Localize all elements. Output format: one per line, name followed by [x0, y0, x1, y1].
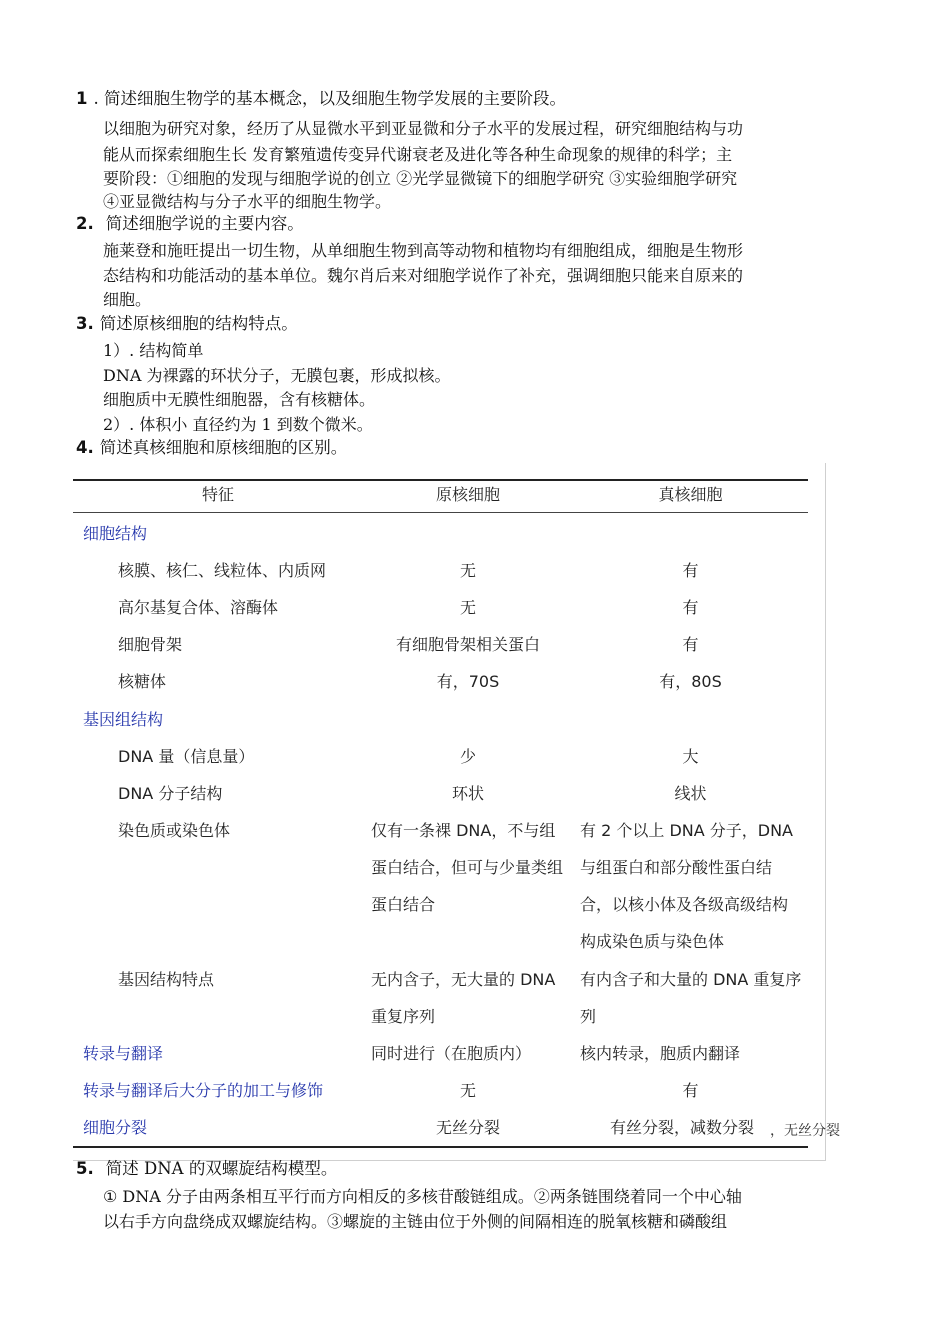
table-cell: 少	[459, 747, 476, 766]
table-cell: 有 2 个以上 DNA 分子，DNA 与组蛋白和部分酸性蛋白结合，以核小体及各级高级结构构成染色质与染色体	[580, 821, 793, 951]
question-number: 4.	[76, 438, 94, 457]
table-cell: 有	[682, 1081, 699, 1100]
question-title: . 简述细胞生物学的基本概念，以及细胞生物学发展的主要阶段。	[93, 89, 566, 108]
table-cell: 无丝分裂	[435, 1118, 500, 1137]
table-header-feature: 特征	[201, 485, 234, 504]
answer-line: ④亚显微结构与分子水平的细胞生物学。	[103, 192, 392, 211]
table-row-label: 核膜、核仁、线粒体、内质网	[118, 561, 327, 580]
question-4	[76, 437, 347, 459]
table-category: 细胞结构	[83, 524, 148, 543]
table-cell: 无	[459, 1081, 476, 1100]
answer-line: 以细胞为研究对象，经历了从显微水平到亚显微和分子水平的发展过程，研究细胞结构与功	[103, 119, 744, 138]
table-cell: 同时进行（在胞质内）	[371, 1044, 532, 1063]
answer-line: DNA 为裸露的环状分子，无膜包裹，形成拟核。	[103, 366, 451, 385]
table-header-eukaryote: 真核细胞	[658, 485, 723, 504]
table-cell: 有细胞骨架相关蛋白	[395, 635, 540, 654]
question-2	[76, 213, 304, 235]
answer-line: 1）. 结构简单	[103, 341, 204, 360]
table-cell: 有，70S	[436, 672, 500, 691]
question-number: 3.	[76, 314, 94, 333]
table-cell: 无	[459, 598, 476, 617]
table-cell: 有丝分裂，减数分裂	[610, 1118, 755, 1137]
comparison-table	[73, 463, 840, 1161]
table-category: 基因组结构	[83, 710, 164, 729]
table-row-label: DNA 分子结构	[118, 784, 223, 803]
table-row-label: 染色质或染色体	[118, 821, 231, 840]
table-cell: 大	[682, 747, 699, 766]
table-category: 细胞分裂	[83, 1118, 148, 1137]
table-header-rule	[73, 512, 808, 513]
table-category: 转录与翻译后大分子的加工与修饰	[83, 1081, 324, 1100]
question-title: 简述 DNA 的双螺旋结构模型。	[105, 1159, 338, 1178]
table-cell: 线状	[674, 784, 707, 803]
table-row-label: 高尔基复合体、溶酶体	[118, 598, 279, 617]
question-number: 1	[76, 89, 88, 108]
answer-line: ① DNA 分子由两条相互平行而方向相反的多核苷酸链组成。②两条链围绕着同一个中心轴	[103, 1187, 742, 1206]
answer-line: 施莱登和施旺提出一切生物，从单细胞生物到高等动物和植物均有细胞组成，细胞是生物形	[103, 241, 744, 260]
table-cell: 有，80S	[659, 672, 722, 691]
table-row-label: 基因结构特点	[118, 970, 215, 989]
table-cell: 有内含子和大量的 DNA 重复序列	[580, 970, 802, 1026]
table-cell: 无	[459, 561, 476, 580]
answer-line: 以右手方向盘绕成双螺旋结构。③螺旋的主链由位于外侧的间隔相连的脱氧核糖和磷酸组	[103, 1212, 728, 1231]
question-1	[76, 88, 566, 110]
table-row-label: 核糖体	[118, 672, 167, 691]
table-row-label: DNA 量（信息量）	[118, 747, 255, 766]
table-cell: 核内转录，胞质内翻译	[580, 1044, 741, 1063]
table-category: 转录与翻译	[83, 1044, 164, 1063]
question-title: 简述真核细胞和原核细胞的区别。	[99, 438, 348, 457]
table-extra-note: ，无丝分裂	[770, 1123, 840, 1139]
table-row-label: 细胞骨架	[118, 635, 183, 654]
table-cell: 有	[682, 561, 699, 580]
table-cell: 有	[682, 635, 699, 654]
question-title: 简述细胞学说的主要内容。	[105, 214, 304, 233]
table-bottom-rule	[73, 1146, 808, 1148]
question-number: 5.	[76, 1159, 94, 1178]
question-number: 2.	[76, 214, 94, 233]
answer-line: 2）. 体积小 直径约为 1 到数个微米。	[103, 415, 373, 434]
question-5	[76, 1158, 337, 1180]
answer-line: 要阶段：①细胞的发现与细胞学说的创立 ②光学显微镜下的细胞学研究 ③实验细胞学研究	[103, 169, 738, 188]
question-title: 简述原核细胞的结构特点。	[99, 314, 298, 333]
table-cell: 仅有一条裸 DNA，不与组蛋白结合，但可与少量类组蛋白结合	[371, 821, 564, 914]
table-cell: 无内含子，无大量的 DNA 重复序列	[371, 970, 556, 1026]
answer-line: 细胞。	[103, 290, 152, 309]
answer-line: 能从而探索细胞生长 发育繁殖遗传变异代谢衰老及进化等各种生命现象的规律的科学；主	[103, 145, 733, 164]
table-cell: 环状	[451, 784, 484, 803]
answer-line: 细胞质中无膜性细胞器，含有核糖体。	[103, 390, 376, 409]
question-3	[76, 313, 298, 335]
answer-line: 态结构和功能活动的基本单位。魏尔肖后来对细胞学说作了补充，强调细胞只能来自原来的	[103, 266, 744, 285]
table-header-prokaryote: 原核细胞	[435, 485, 500, 504]
table-cell: 有	[682, 598, 699, 617]
